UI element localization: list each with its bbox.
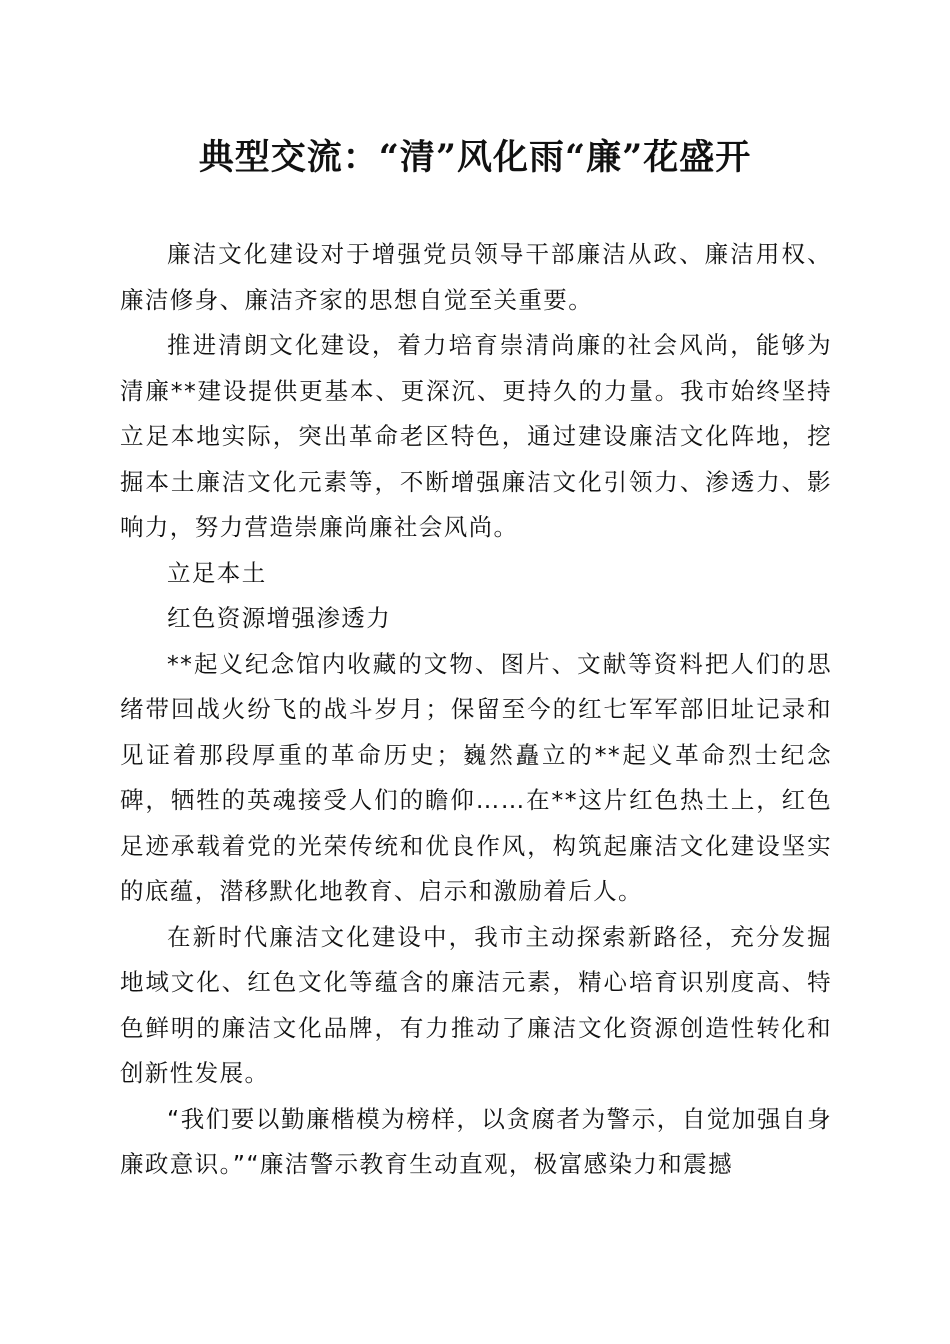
section-subheading: 红色资源增强渗透力 xyxy=(167,604,392,632)
paragraph-intro: 廉洁文化建设对于增强党员领导干部廉洁从政、廉洁用权、廉洁修身、廉洁齐家的思想自觉至关重要。 xyxy=(120,240,832,314)
paragraph-quote: “我们要以勤廉楷模为榜样，以贪腐者为警示，自觉加强自身廉政意识。”“廉洁警示教育生动直观，极富感染力和震撼 xyxy=(120,1104,832,1178)
document-body xyxy=(120,232,832,1188)
paragraph-red-heritage: **起义纪念馆内收藏的文物、图片、文献等资料把人们的思绪带回战火纷飞的战斗岁月；保留至今的红七军军部旧址记录和见证着那段厚重的革命历史；巍然矗立的**起义革命烈士纪念碑，牺牲的英魂接受人们的瞻仰……在**这片红色热土上，红色足迹承载着党的光荣传统和优良作风，构筑起廉洁文化建设坚实的底蕴，潜移默化地教育、启示和激励着后人。 xyxy=(120,649,832,905)
section-heading: 立足本土 xyxy=(167,558,267,587)
paragraph-new-era: 在新时代廉洁文化建设中，我市主动探索新路径，充分发掘地域文化、红色文化等蕴含的廉洁元素，精心培育识别度高、特色鲜明的廉洁文化品牌，有力推动了廉洁文化资源创造性转化和创新性发展。 xyxy=(120,922,832,1087)
document-title: 典型交流：“清”风化雨“廉”花盛开 xyxy=(198,137,752,178)
paragraph-overview: 推进清朗文化建设，着力培育崇清尚廉的社会风尚，能够为清廉**建设提供更基本、更深沉、更持久的力量。我市始终坚持立足本地实际，突出革命老区特色，通过建设廉洁文化阵地，挖掘本土廉洁文化元素等，不断增强廉洁文化引领力、渗透力、影响力，努力营造崇廉尚廉社会风尚。 xyxy=(120,331,832,541)
